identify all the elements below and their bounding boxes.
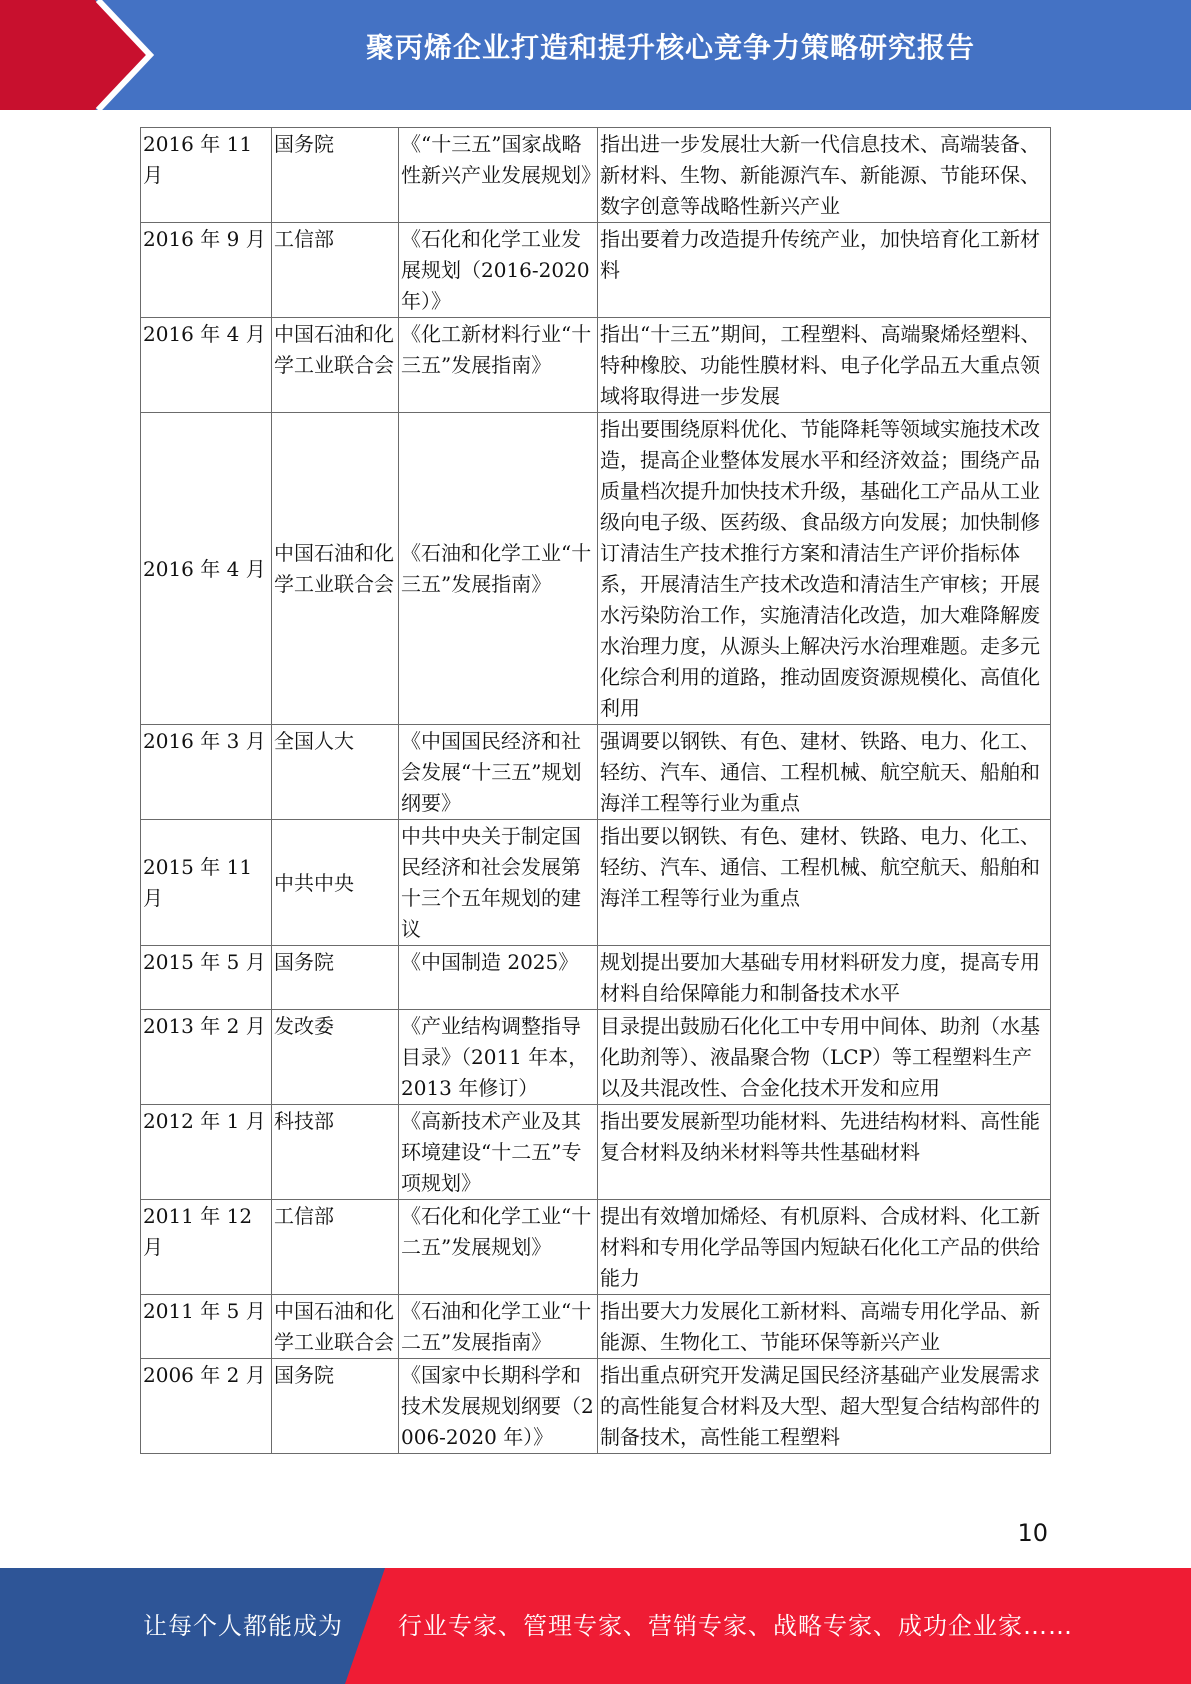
table-row — [141, 318, 1051, 413]
issuer-cell: 中国石油和化学工业联合会 — [272, 318, 399, 413]
footer-slogan-left: 让每个人都能成为 — [143, 1612, 343, 1640]
content-cell: 指出重点研究开发满足国民经济基础产业发展需求的高性能复合材料及大型、超大型复合结构部件的制备技术，高性能工程塑料 — [598, 1359, 1051, 1454]
content-cell: 指出要大力发展化工新材料、高端专用化学品、新能源、生物化工、节能环保等新兴产业 — [598, 1295, 1051, 1359]
document-cell: 《化工新材料行业“十三五”发展指南》 — [399, 318, 598, 413]
report-title: 聚丙烯企业打造和提升核心竞争力策略研究报告 — [365, 31, 975, 64]
page-footer — [0, 1568, 1191, 1684]
date-cell: 2016 年 4 月 — [141, 318, 272, 413]
table-row — [141, 1200, 1051, 1295]
page-number: 10 — [1017, 1519, 1048, 1547]
content-cell: 指出要以钢铁、有色、建材、铁路、电力、化工、轻纺、汽车、通信、工程机械、航空航天、船舶和海洋工程等行业为重点 — [598, 820, 1051, 946]
date-cell: 2015 年 11 月 — [141, 820, 272, 946]
content-cell: 目录提出鼓励石化化工中专用中间体、助剂（水基化助剂等）、液晶聚合物（LCP）等工程塑料生产以及共混改性、合金化技术开发和应用 — [598, 1010, 1051, 1105]
table-row — [141, 413, 1051, 725]
date-cell: 2013 年 2 月 — [141, 1010, 272, 1105]
issuer-cell: 工信部 — [272, 223, 399, 318]
issuer-cell: 中国石油和化学工业联合会 — [272, 1295, 399, 1359]
content-cell: 提出有效增加烯烃、有机原料、合成材料、化工新材料和专用化学品等国内短缺石化化工产品的供给能力 — [598, 1200, 1051, 1295]
document-cell: 《石油和化学工业“十二五”发展指南》 — [399, 1295, 598, 1359]
date-cell: 2012 年 1 月 — [141, 1105, 272, 1200]
issuer-cell: 全国人大 — [272, 725, 399, 820]
document-cell: 《石化和化学工业发展规划（2016-2020 年）》 — [399, 223, 598, 318]
date-cell: 2011 年 5 月 — [141, 1295, 272, 1359]
document-cell: 《石化和化学工业“十二五”发展规划》 — [399, 1200, 598, 1295]
document-cell: 《石油和化学工业“十三五”发展指南》 — [399, 413, 598, 725]
content-cell: 指出“十三五”期间，工程塑料、高端聚烯烃塑料、特种橡胶、功能性膜材料、电子化学品五大重点领域将取得进一步发展 — [598, 318, 1051, 413]
header-red-arrow-shape — [0, 0, 160, 110]
issuer-cell: 中国石油和化学工业联合会 — [272, 413, 399, 725]
table-row — [141, 725, 1051, 820]
content-cell: 强调要以钢铁、有色、建材、铁路、电力、化工、轻纺、汽车、通信、工程机械、航空航天、船舶和海洋工程等行业为重点 — [598, 725, 1051, 820]
table-row — [141, 1105, 1051, 1200]
document-cell: 《中国国民经济和社会发展“十三五”规划纲要》 — [399, 725, 598, 820]
date-cell: 2016 年 3 月 — [141, 725, 272, 820]
policy-table — [140, 127, 1051, 1454]
issuer-cell: 国务院 — [272, 1359, 399, 1454]
issuer-cell: 国务院 — [272, 128, 399, 223]
date-cell: 2016 年 11 月 — [141, 128, 272, 223]
table-row — [141, 820, 1051, 946]
date-cell: 2006 年 2 月 — [141, 1359, 272, 1454]
content-cell: 指出要围绕原料优化、节能降耗等领域实施技术改造，提高企业整体发展水平和经济效益；围绕产品质量档次提升加快技术升级，基础化工产品从工业级向电子级、医药级、食品级方向发展；加快制修订清洁生产技术推行方案和清洁生产评价指标体系，开展清洁生产技术改造和清洁生产审核；开展水污染防治工作，实施清洁化改造，加大难降解废水治理力度，从源头上解决污水治理难题。走多元化综合利用的道路，推动固废资源规模化、高值化利用 — [598, 413, 1051, 725]
issuer-cell: 发改委 — [272, 1010, 399, 1105]
document-cell: 《中国制造 2025》 — [399, 946, 598, 1010]
document-cell: 中共中央关于制定国民经济和社会发展第十三个五年规划的建议 — [399, 820, 598, 946]
date-cell: 2011 年 12 月 — [141, 1200, 272, 1295]
document-cell: 《产业结构调整指导目录》（2011 年本，2013 年修订） — [399, 1010, 598, 1105]
page-header — [0, 0, 1191, 110]
document-cell: 《国家中长期科学和技术发展规划纲要（2006-2020 年）》 — [399, 1359, 598, 1454]
table-row — [141, 223, 1051, 318]
content-cell: 指出要着力改造提升传统产业，加快培育化工新材料 — [598, 223, 1051, 318]
date-cell: 2015 年 5 月 — [141, 946, 272, 1010]
table-row — [141, 128, 1051, 223]
issuer-cell: 国务院 — [272, 946, 399, 1010]
document-cell: 《“十三五”国家战略性新兴产业发展规划》 — [399, 128, 598, 223]
footer-slogan-right: 行业专家、管理专家、营销专家、战略专家、成功企业家…… — [398, 1612, 1073, 1640]
issuer-cell: 科技部 — [272, 1105, 399, 1200]
table-row — [141, 1295, 1051, 1359]
document-cell: 《高新技术产业及其环境建设“十二五”专项规划》 — [399, 1105, 598, 1200]
issuer-cell: 中共中央 — [272, 820, 399, 946]
date-cell: 2016 年 9 月 — [141, 223, 272, 318]
content-cell: 指出要发展新型功能材料、先进结构材料、高性能复合材料及纳米材料等共性基础材料 — [598, 1105, 1051, 1200]
content-cell: 指出进一步发展壮大新一代信息技术、高端装备、新材料、生物、新能源汽车、新能源、节能环保、数字创意等战略性新兴产业 — [598, 128, 1051, 223]
content-cell: 规划提出要加大基础专用材料研发力度，提高专用材料自给保障能力和制备技术水平 — [598, 946, 1051, 1010]
date-cell: 2016 年 4 月 — [141, 413, 272, 725]
table-row — [141, 1359, 1051, 1454]
table-row — [141, 1010, 1051, 1105]
issuer-cell: 工信部 — [272, 1200, 399, 1295]
table-row — [141, 946, 1051, 1010]
